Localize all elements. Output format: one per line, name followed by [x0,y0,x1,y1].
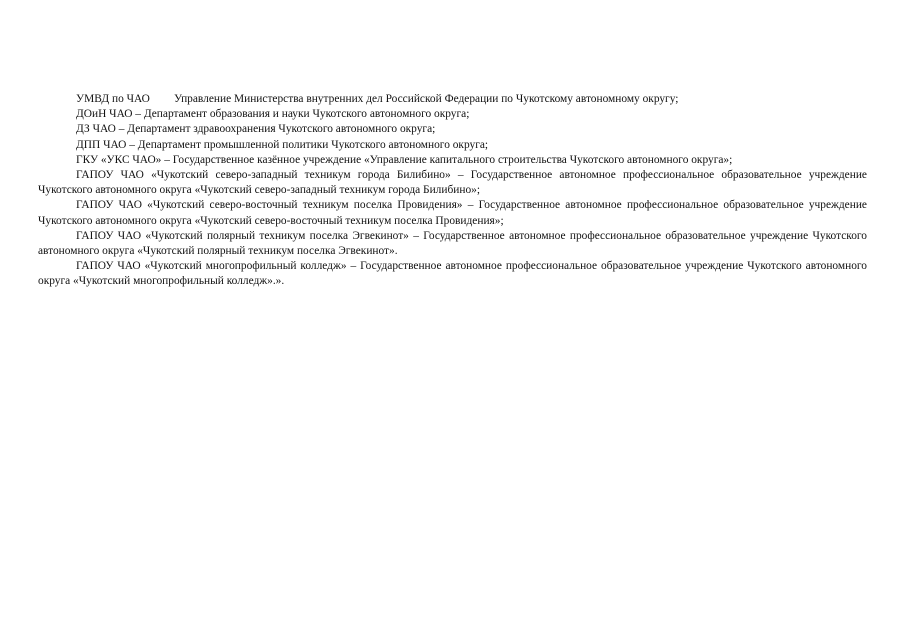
abbreviation-entry-gapou-college: ГАПОУ ЧАО «Чукотский многопрофильный колледж» – Государственное автономное профессиональное образовательное учреждение Чукотского автономного округа «Чукотский многопрофильный колледж».». [38,260,867,288]
abbreviation-entry-gapou-bilibino: ГАПОУ ЧАО «Чукотский северо-западный техникум города Билибино» – Государственное автономное профессиональное образовательное учреждение Чукотского автономного округа «Чукотский северо-западный техникум города Билибино»; [38,169,867,197]
abbreviations-list [38,92,867,290]
abbreviation-entry-dpp: ДПП ЧАО – Департамент промышленной политики Чукотского автономного округа; [76,138,489,151]
abbreviation-definition: Управление Министерства внутренних дел Российской Федерации по Чукотскому автономному округу; [174,93,679,105]
abbreviation-entry-doin: ДОиН ЧАО – Департамент образования и науки Чукотского автономного округа; [76,108,470,121]
abbreviation-entry-dz: ДЗ ЧАО – Департамент здравоохранения Чукотского автономного округа; [76,123,436,136]
abbreviation-entry-gapou-egvekinot: ГАПОУ ЧАО «Чукотский полярный техникум поселка Эгвекинот» – Государственное автономное профессиональное образовательное учреждение Чукотского автономного округа «Чукотский полярный техникум поселка Эгвекинот». [38,229,867,258]
abbreviation-entry-gku-uks: ГКУ «УКС ЧАО» – Государственное казённое учреждение «Управление капитального строительства Чукотского автономного округа»; [76,153,733,166]
abbreviation-term: УМВД по ЧАО [76,93,150,105]
abbreviation-entry-umvd [38,92,867,107]
abbreviation-entry-gapou-provideniya: ГАПОУ ЧАО «Чукотский северо-восточный техникум поселка Провидения» – Государственное автономное профессиональное образовательное учреждение Чукотского автономного округа «Чукотский северо-восточный техникум поселка Провидения»; [38,199,867,227]
